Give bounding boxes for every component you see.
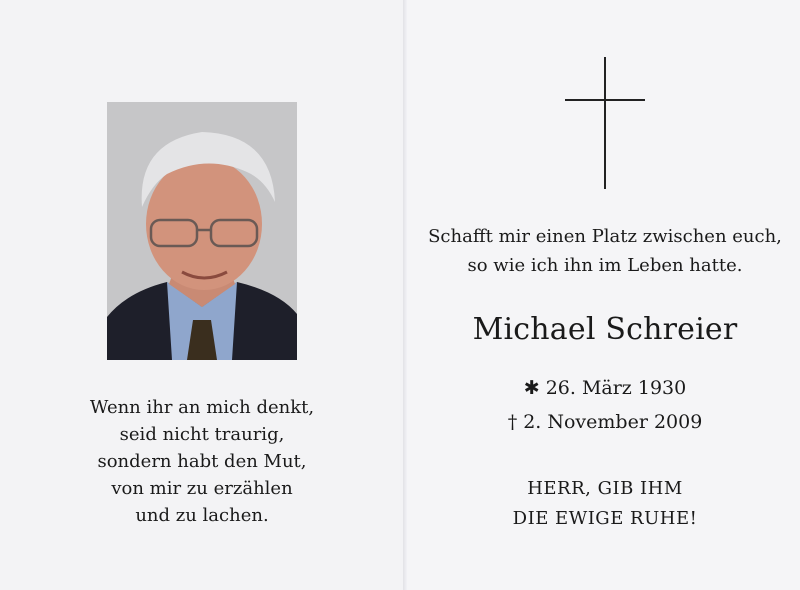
death-row xyxy=(420,405,790,439)
quote-line: Schafft mir einen Platz zwischen euch, xyxy=(428,226,782,247)
deceased-name: Michael Schreier xyxy=(472,312,738,347)
birth-date: 26. März 1930 xyxy=(545,377,687,399)
birth-star-icon: ✱ xyxy=(523,377,540,399)
left-verse-line: Wenn ihr an mich denkt, xyxy=(89,397,315,418)
left-verse-line: und zu lachen. xyxy=(135,505,269,526)
prayer-line: DIE EWIGE RUHE! xyxy=(512,508,698,529)
left-verse-line: sondern habt den Mut, xyxy=(97,451,307,472)
birth-row xyxy=(420,371,790,405)
left-verse-line: von mir zu erzählen xyxy=(111,478,293,499)
portrait-photo xyxy=(107,102,297,360)
quote xyxy=(420,222,790,280)
left-verse xyxy=(40,394,364,529)
prayer-line: HERR, GIB IHM xyxy=(527,478,683,499)
prayer xyxy=(420,474,790,534)
death-date: 2. November 2009 xyxy=(523,411,703,433)
death-cross-icon: † xyxy=(507,411,518,433)
quote-line: so wie ich ihn im Leben hatte. xyxy=(467,255,743,276)
life-dates xyxy=(420,371,790,439)
cross-icon xyxy=(565,57,645,189)
left-verse-line: seid nicht traurig, xyxy=(119,424,285,445)
